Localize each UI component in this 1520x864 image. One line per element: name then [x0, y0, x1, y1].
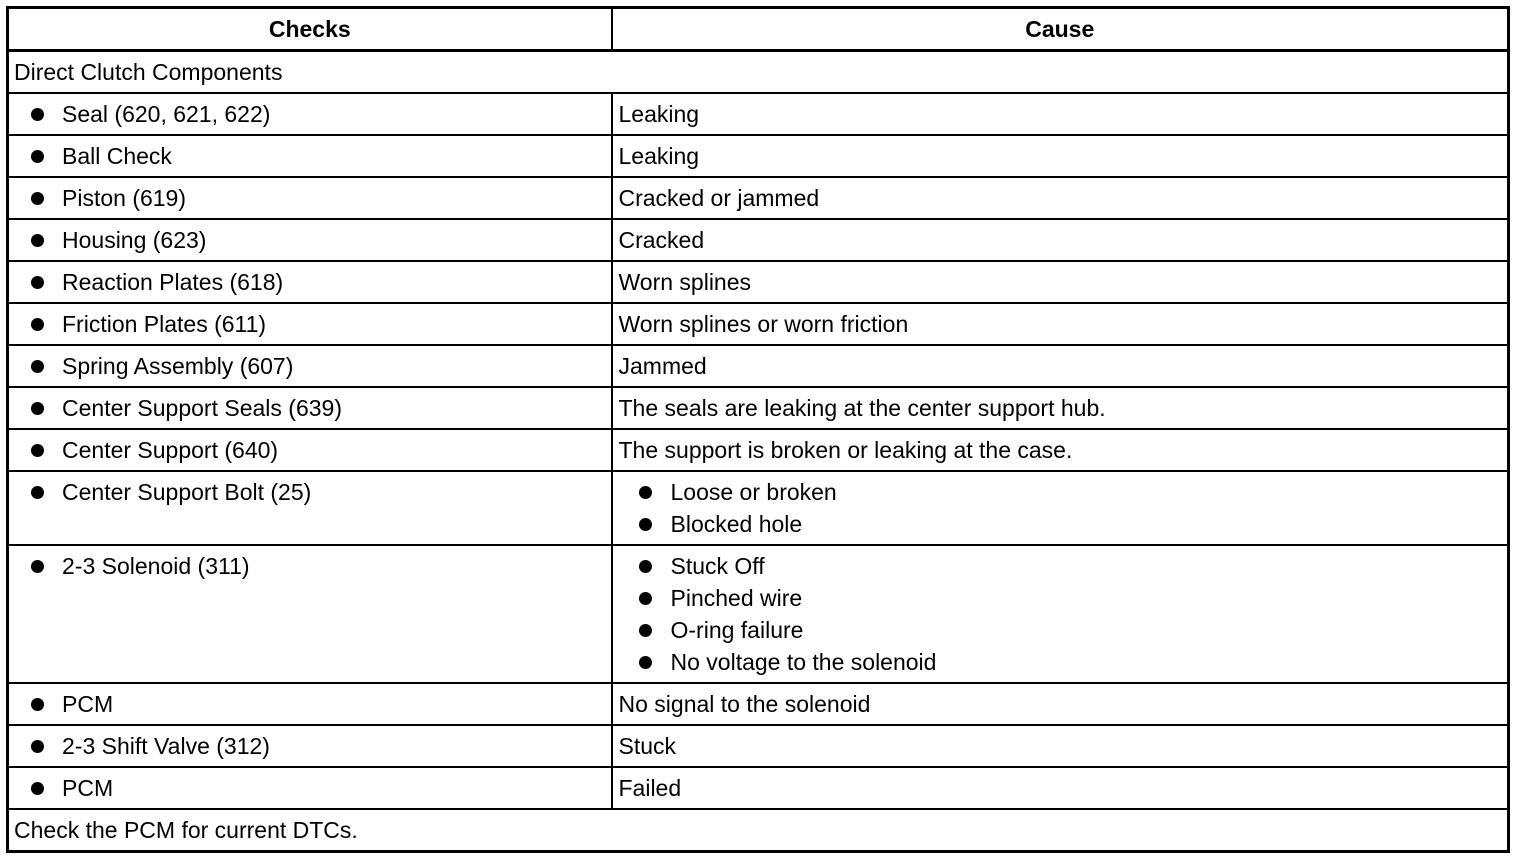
- table-row: [8, 219, 1509, 261]
- check-label: Center Support Seals (639): [62, 395, 342, 421]
- table-row: [8, 93, 1509, 135]
- cause-item: Loose or broken: [670, 479, 837, 505]
- cause-label: Jammed: [618, 353, 707, 379]
- table-row: [8, 471, 1509, 545]
- cause-label: Failed: [618, 775, 682, 801]
- check-label: PCM: [62, 691, 114, 717]
- bullet-dot-icon: [639, 656, 652, 669]
- bullet-dot-icon: [31, 276, 44, 289]
- cause-bullet-list: [618, 550, 1503, 678]
- cause-label: Stuck: [618, 733, 677, 759]
- table-row: [8, 135, 1509, 177]
- check-label: Seal (620, 621, 622): [62, 101, 271, 127]
- table-row: [8, 345, 1509, 387]
- check-label: Center Support Bolt (25): [62, 479, 312, 505]
- cause-label: Cracked or jammed: [618, 185, 820, 211]
- cause-header: Cause: [612, 8, 1509, 51]
- table-row: [8, 177, 1509, 219]
- cause-label: Cracked: [618, 227, 705, 253]
- cause-label: Leaking: [618, 143, 700, 169]
- cause-label: No signal to the solenoid: [618, 691, 871, 717]
- cause-label: The support is broken or leaking at the case.: [618, 437, 1073, 463]
- bullet-dot-icon: [31, 192, 44, 205]
- bullet-dot-icon: [31, 234, 44, 247]
- check-label: 2-3 Shift Valve (312): [62, 733, 270, 759]
- cause-label: Worn splines or worn friction: [618, 311, 909, 337]
- bullet-dot-icon: [31, 108, 44, 121]
- bullet-dot-icon: [639, 560, 652, 573]
- bullet-dot-icon: [31, 360, 44, 373]
- bullet-dot-icon: [31, 782, 44, 795]
- check-label: Center Support (640): [62, 437, 279, 463]
- table-row: [8, 261, 1509, 303]
- header-row: [8, 8, 1509, 51]
- table-row: [8, 767, 1509, 809]
- cause-label: Worn splines: [618, 269, 752, 295]
- bullet-dot-icon: [639, 486, 652, 499]
- check-label: Piston (619): [62, 185, 187, 211]
- cause-item: Pinched wire: [670, 585, 803, 611]
- table-row: [8, 683, 1509, 725]
- bullet-dot-icon: [639, 592, 652, 605]
- check-label: Housing (623): [62, 227, 207, 253]
- cause-item: No voltage to the solenoid: [670, 649, 937, 675]
- diagnostic-table: [6, 6, 1510, 853]
- footer-note: Check the PCM for current DTCs.: [8, 809, 1509, 852]
- cause-item: O-ring failure: [670, 617, 804, 643]
- bullet-dot-icon: [31, 740, 44, 753]
- bullet-dot-icon: [31, 444, 44, 457]
- section-title: Direct Clutch Components: [8, 51, 1509, 94]
- bullet-dot-icon: [31, 698, 44, 711]
- check-label: Spring Assembly (607): [62, 353, 294, 379]
- cause-item: Stuck Off: [670, 553, 765, 579]
- cause-label: The seals are leaking at the center support hub.: [618, 395, 1106, 421]
- check-label: PCM: [62, 775, 114, 801]
- table-row: [8, 725, 1509, 767]
- table-row: [8, 303, 1509, 345]
- table-row: [8, 387, 1509, 429]
- check-label: 2-3 Solenoid (311): [62, 553, 250, 579]
- section-row: [8, 51, 1509, 94]
- bullet-dot-icon: [31, 150, 44, 163]
- check-label: Reaction Plates (618): [62, 269, 284, 295]
- bullet-dot-icon: [31, 560, 44, 573]
- check-label: Friction Plates (611): [62, 311, 267, 337]
- footer-row: [8, 809, 1509, 852]
- checks-header: Checks: [8, 8, 612, 51]
- cause-label: Leaking: [618, 101, 700, 127]
- bullet-dot-icon: [639, 518, 652, 531]
- table-row: [8, 545, 1509, 683]
- check-label: Ball Check: [62, 143, 172, 169]
- bullet-dot-icon: [31, 486, 44, 499]
- cause-bullet-list: [618, 476, 1503, 540]
- bullet-dot-icon: [639, 624, 652, 637]
- bullet-dot-icon: [31, 402, 44, 415]
- bullet-dot-icon: [31, 318, 44, 331]
- cause-item: Blocked hole: [670, 511, 803, 537]
- table-row: [8, 429, 1509, 471]
